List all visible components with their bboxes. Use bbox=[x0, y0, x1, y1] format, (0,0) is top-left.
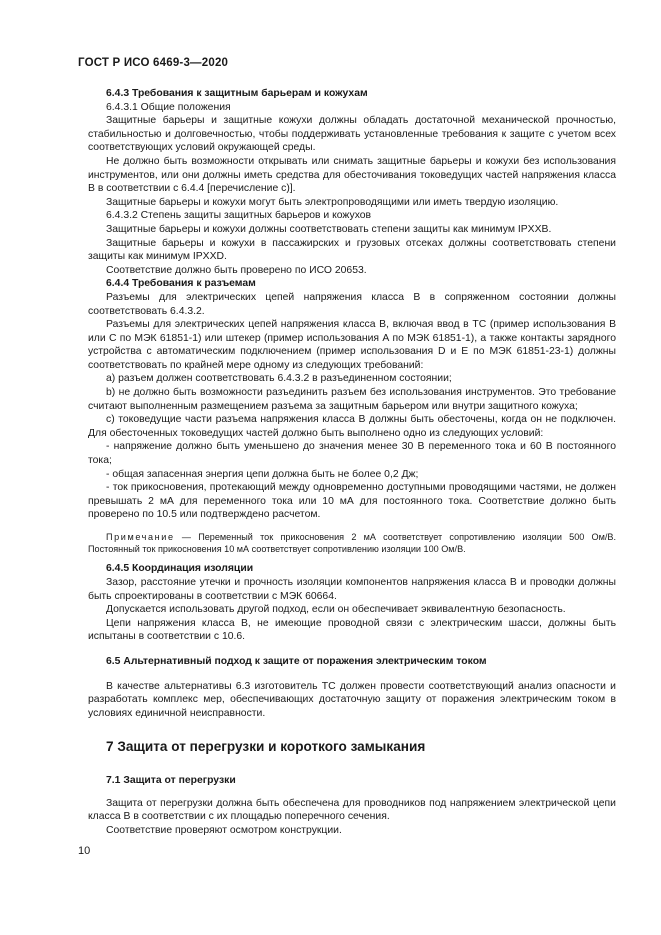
section-6-4-5 bbox=[88, 562, 616, 644]
paragraph: Защита от перегрузки должна быть обеспечена для проводников под напряжением электрической цепи класса В в соответствии с их площадью поперечного сечения. bbox=[88, 797, 616, 823]
section-heading: 6.4.3 Требования к защитным барьерам и кожухам bbox=[106, 88, 368, 99]
subsection-heading: 6.4.3.1 Общие положения bbox=[106, 101, 231, 113]
paragraph: Защитные барьеры и кожухи в пассажирских и грузовых отсеках должны соответствовать степени защиты как минимум IPXXD. bbox=[88, 237, 616, 263]
paragraph: Соответствие проверяют осмотром конструкции. bbox=[106, 824, 342, 836]
dash-item: - ток прикосновения, протекающий между одновременно доступными проводящими частями, не должен превышать 2 мА для переменного тока или 10 мА для постоянного тока. Соответствие должно быть проверено по 10.5 или подтверждено расчетом. bbox=[88, 482, 616, 521]
list-item: b) не должно быть возможности разъединить разъем без использования инструментов. Это требование считают выполненным размещением разъема за защитным барьером или внутри защитного кожуха; bbox=[88, 387, 616, 412]
paragraph: Допускается использовать другой подход, если он обеспечивает эквивалентную безопасность. bbox=[106, 604, 566, 616]
section-heading: 6.5 Альтернативный подход к защите от поражения электрическим током bbox=[106, 655, 487, 667]
note-label: Примечание bbox=[106, 532, 175, 542]
note-text: — Переменный ток прикосновения 2 мА соответствует сопротивлению изоляции 500 Ом/В. Постоянный ток прикосновения 10 мА соответствует сопротивлению изоляции 100 Ом/В. bbox=[88, 532, 616, 555]
section-6-4-4 bbox=[88, 277, 616, 555]
dash-item: - общая запасенная энергия цепи должна быть не более 0,2 Дж; bbox=[106, 468, 419, 480]
section-7 bbox=[88, 740, 616, 837]
paragraph: Цепи напряжения класса В, не имеющие проводной связи с электрическим шасси, должны быть испытаны в соответствии с 10.6. bbox=[88, 617, 616, 643]
paragraph: Защитные барьеры и защитные кожухи должны обладать достаточной механической прочностью, стабильностью и долговечностью, чтобы поддерживать установленные требования к защите с учетом всех соответствующих условий окружающей среды. bbox=[88, 115, 616, 154]
document-code-header: ГОСТ Р ИСО 6469-3—2020 bbox=[78, 57, 229, 69]
paragraph: Соответствие должно быть проверено по ИСО 20653. bbox=[106, 264, 367, 276]
chapter-heading: 7 Защита от перегрузки и короткого замыкания bbox=[106, 739, 426, 755]
section-6-5 bbox=[88, 655, 616, 720]
paragraph: В качестве альтернативы 6.3 изготовитель ТС должен провести соответствующий анализ опасности и разработать комплекс мер, обеспечивающих достаточную защиту от поражения электрическим током в условиях единичной неисправности. bbox=[88, 680, 616, 719]
paragraph: Защитные барьеры и кожухи могут быть электропроводящими или иметь твердую изоляцию. bbox=[106, 196, 559, 208]
section-heading: 6.4.5 Координация изоляции bbox=[106, 563, 254, 575]
document-body bbox=[88, 87, 616, 837]
page-number: 10 bbox=[78, 845, 91, 857]
note bbox=[88, 531, 616, 555]
paragraph: Защитные барьеры и кожухи должны соответствовать степени защиты как минимум IPXXB. bbox=[106, 223, 552, 235]
paragraph: Разъемы для электрических цепей напряжения класса В, включая ввод в ТС (пример использования В или С по МЭК 61851-1) или штекер (пример использования А по МЭК 61851-1), а также контакты зарядного устройства с автоматическим подключением (пример использования D и Е по МЭК 61851-23-1) должны соответствовать по крайней мере одному из следующих требований: bbox=[88, 319, 616, 371]
section-6-4-3 bbox=[88, 87, 616, 277]
paragraph: Разъемы для электрических цепей напряжения класса В в сопряженном состоянии должны соответствовать 6.4.3.2. bbox=[88, 291, 616, 317]
subsection-heading: 6.4.3.2 Степень защиты защитных барьеров и кожухов bbox=[106, 210, 372, 222]
paragraph: Зазор, расстояние утечки и прочность изоляции компонентов напряжения класса В и проводки должны быть спроектированы в соответствии с МЭК 60664. bbox=[88, 577, 616, 602]
dash-item: - напряжение должно быть уменьшено до значения менее 30 В переменного тока и 60 В постоянного тока; bbox=[88, 441, 616, 467]
paragraph: Не должно быть возможности открывать или снимать защитные барьеры и кожухи без использования инструментов, или они должны иметь средства для обесточивания токоведущих частей напряжения класса В в соответствии с 6.4.4 [перечисление с)]. bbox=[88, 155, 616, 195]
section-heading: 6.4.4 Требования к разъемам bbox=[106, 278, 256, 290]
section-heading: 7.1 Защита от перегрузки bbox=[106, 774, 236, 786]
list-item: а) разъем должен соответствовать 6.4.3.2 в разъединенном состоянии; bbox=[106, 373, 452, 385]
list-item: с) токоведущие части разъема напряжения класса В должны быть обесточены, когда он не подключен. Для обесточенных токоведущих частей должно быть выполнено одно из следующих условий: bbox=[88, 414, 616, 439]
